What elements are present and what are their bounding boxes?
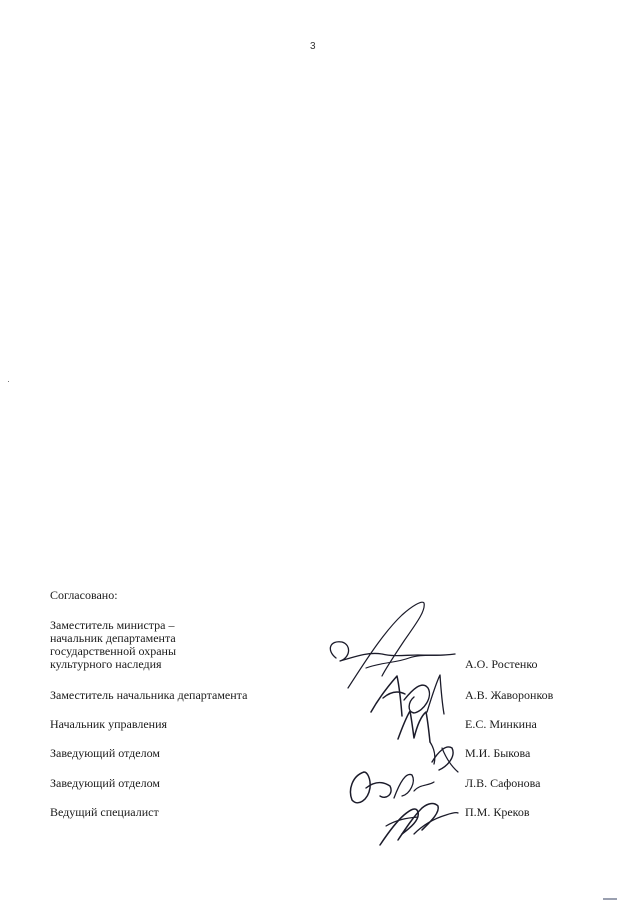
approval-role-line: Заведующий отделом <box>50 746 160 760</box>
approval-signer-name: М.И. Быкова <box>465 746 531 760</box>
approval-role <box>50 806 159 819</box>
approval-role-line: Заместитель начальника департамента <box>50 688 248 702</box>
approval-role <box>50 619 176 671</box>
approval-role-line: Заместитель министра – <box>50 618 175 632</box>
approval-row-minkina <box>50 718 590 731</box>
scan-speck <box>8 381 9 382</box>
approval-role-line: Начальник управления <box>50 717 168 731</box>
approval-role <box>50 718 167 731</box>
approval-role <box>50 747 160 760</box>
approval-row-zhavoronkov <box>50 689 590 702</box>
approval-row-krekov <box>50 806 590 819</box>
approval-signer-name: А.О. Ростенко <box>465 657 538 671</box>
approval-role <box>50 777 160 790</box>
approval-role-line: начальник департамента <box>50 631 176 645</box>
signature-rostenko <box>330 602 455 688</box>
approval-role <box>50 689 247 702</box>
approval-row-rostenko <box>50 618 590 671</box>
page-number: 3 <box>310 41 316 52</box>
approval-signer-name: П.М. Креков <box>465 805 530 819</box>
approval-role-line: культурного наследия <box>50 657 162 671</box>
approval-row-bykova <box>50 747 590 760</box>
approval-row-safonova <box>50 777 590 790</box>
approval-role-line: Ведущий специалист <box>50 805 159 819</box>
approval-signer-name: Е.С. Минкина <box>465 717 537 731</box>
approval-signer-name: А.В. Жаворонков <box>465 688 554 702</box>
approval-title: Согласовано: <box>50 588 118 602</box>
approval-signer-name: Л.В. Сафонова <box>465 776 541 790</box>
approval-role-line: государственной охраны <box>50 644 177 658</box>
approval-role-line: Заведующий отделом <box>50 776 160 790</box>
corner-mark <box>603 898 617 900</box>
